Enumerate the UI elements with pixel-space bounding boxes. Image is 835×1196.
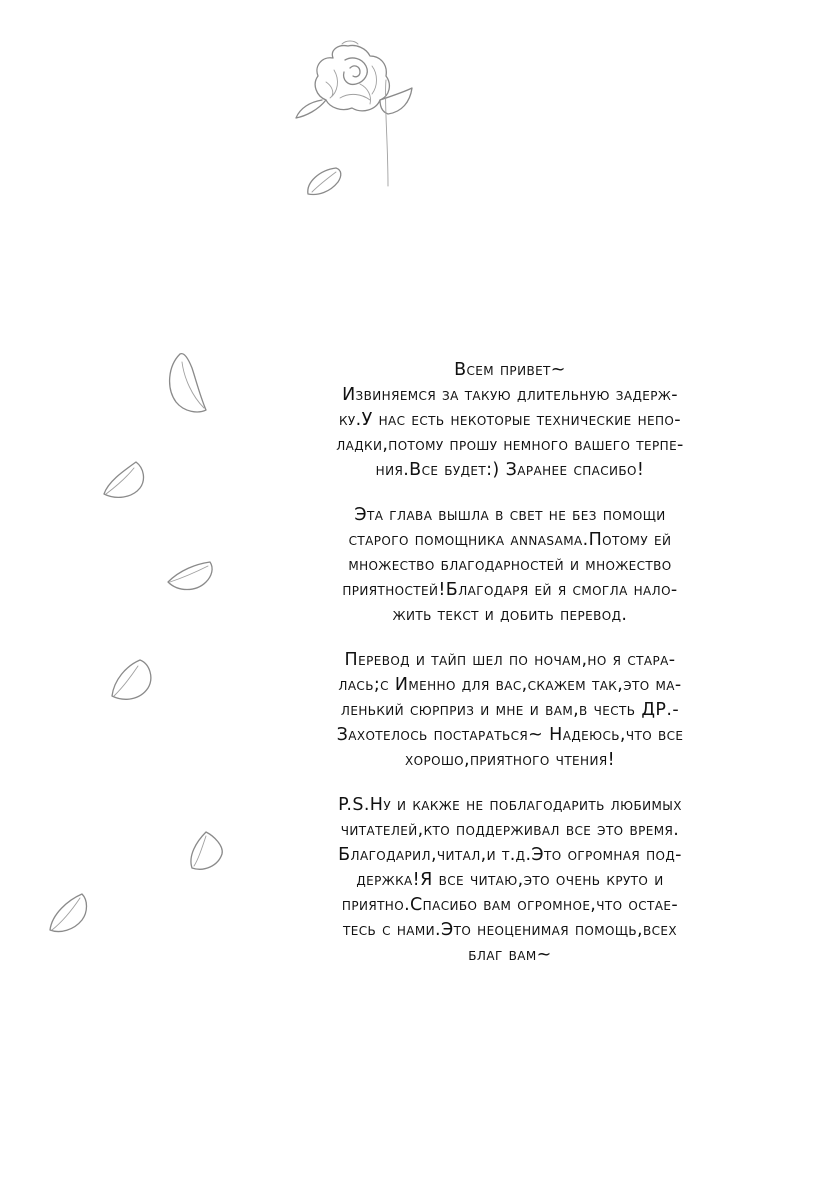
note-line: приятностей!Благодаря ей я смогла нало- (342, 580, 678, 600)
note-line: Эта глава вышла в свет не без помощи (354, 505, 666, 525)
note-line: тесь с нами.Это неоценимая помощь,всех (343, 920, 677, 940)
note-line: лась;с Именно для вас,скажем так,это ма- (338, 675, 682, 695)
note-ps-paragraph (270, 793, 750, 968)
note-line: ленький сюрприз и мне и вам,в честь ДР.- (340, 700, 680, 720)
petal-icon (191, 832, 222, 869)
note-line: старого помощника annasama.Потому ей (348, 530, 672, 550)
note-line: держка!Я все читаю,это очень круто и (356, 870, 664, 890)
petal-icon (104, 462, 143, 497)
note-line: Захотелось постараться~ Надеюсь,что все (336, 725, 684, 745)
petal-icon (170, 354, 206, 412)
note-line: множество благодарностей и множество (348, 555, 672, 575)
note-line: жить текст и добить перевод. (392, 605, 628, 625)
rose-icon (296, 41, 412, 186)
note-line: хорошо,приятного чтения! (405, 750, 615, 770)
petal-icon (308, 168, 341, 195)
petal-icon (50, 894, 87, 932)
translator-note (270, 358, 750, 988)
petal-icon (112, 660, 151, 699)
note-line: ку.У нас есть некоторые технические непо- (339, 410, 681, 430)
note-line: благ вам~ (468, 945, 552, 965)
note-thanks-paragraph (270, 503, 750, 628)
note-line: Перевод и тайп шел по ночам,но я стара- (344, 650, 676, 670)
note-line: читателей,кто поддерживал все это время. (340, 820, 680, 840)
note-translation-paragraph (270, 648, 750, 773)
note-line: Благодарил,читал,и т.д.Это огромная под- (338, 845, 682, 865)
note-greeting-paragraph (270, 358, 750, 483)
note-line: Извиняемся за такую длительную задерж- (342, 385, 678, 405)
note-line: приятно.Спасибо вам огромное,что остае- (341, 895, 679, 915)
note-line: P.S.Ну и какже не поблагодарить любимых (338, 795, 682, 815)
note-greeting: Всем привет~ (454, 360, 566, 380)
petal-icon (168, 562, 212, 590)
note-line: ладки,потому прошу немного вашего терпе- (336, 435, 684, 455)
note-line: ния.Все будет:) Заранее спасибо! (375, 460, 645, 480)
